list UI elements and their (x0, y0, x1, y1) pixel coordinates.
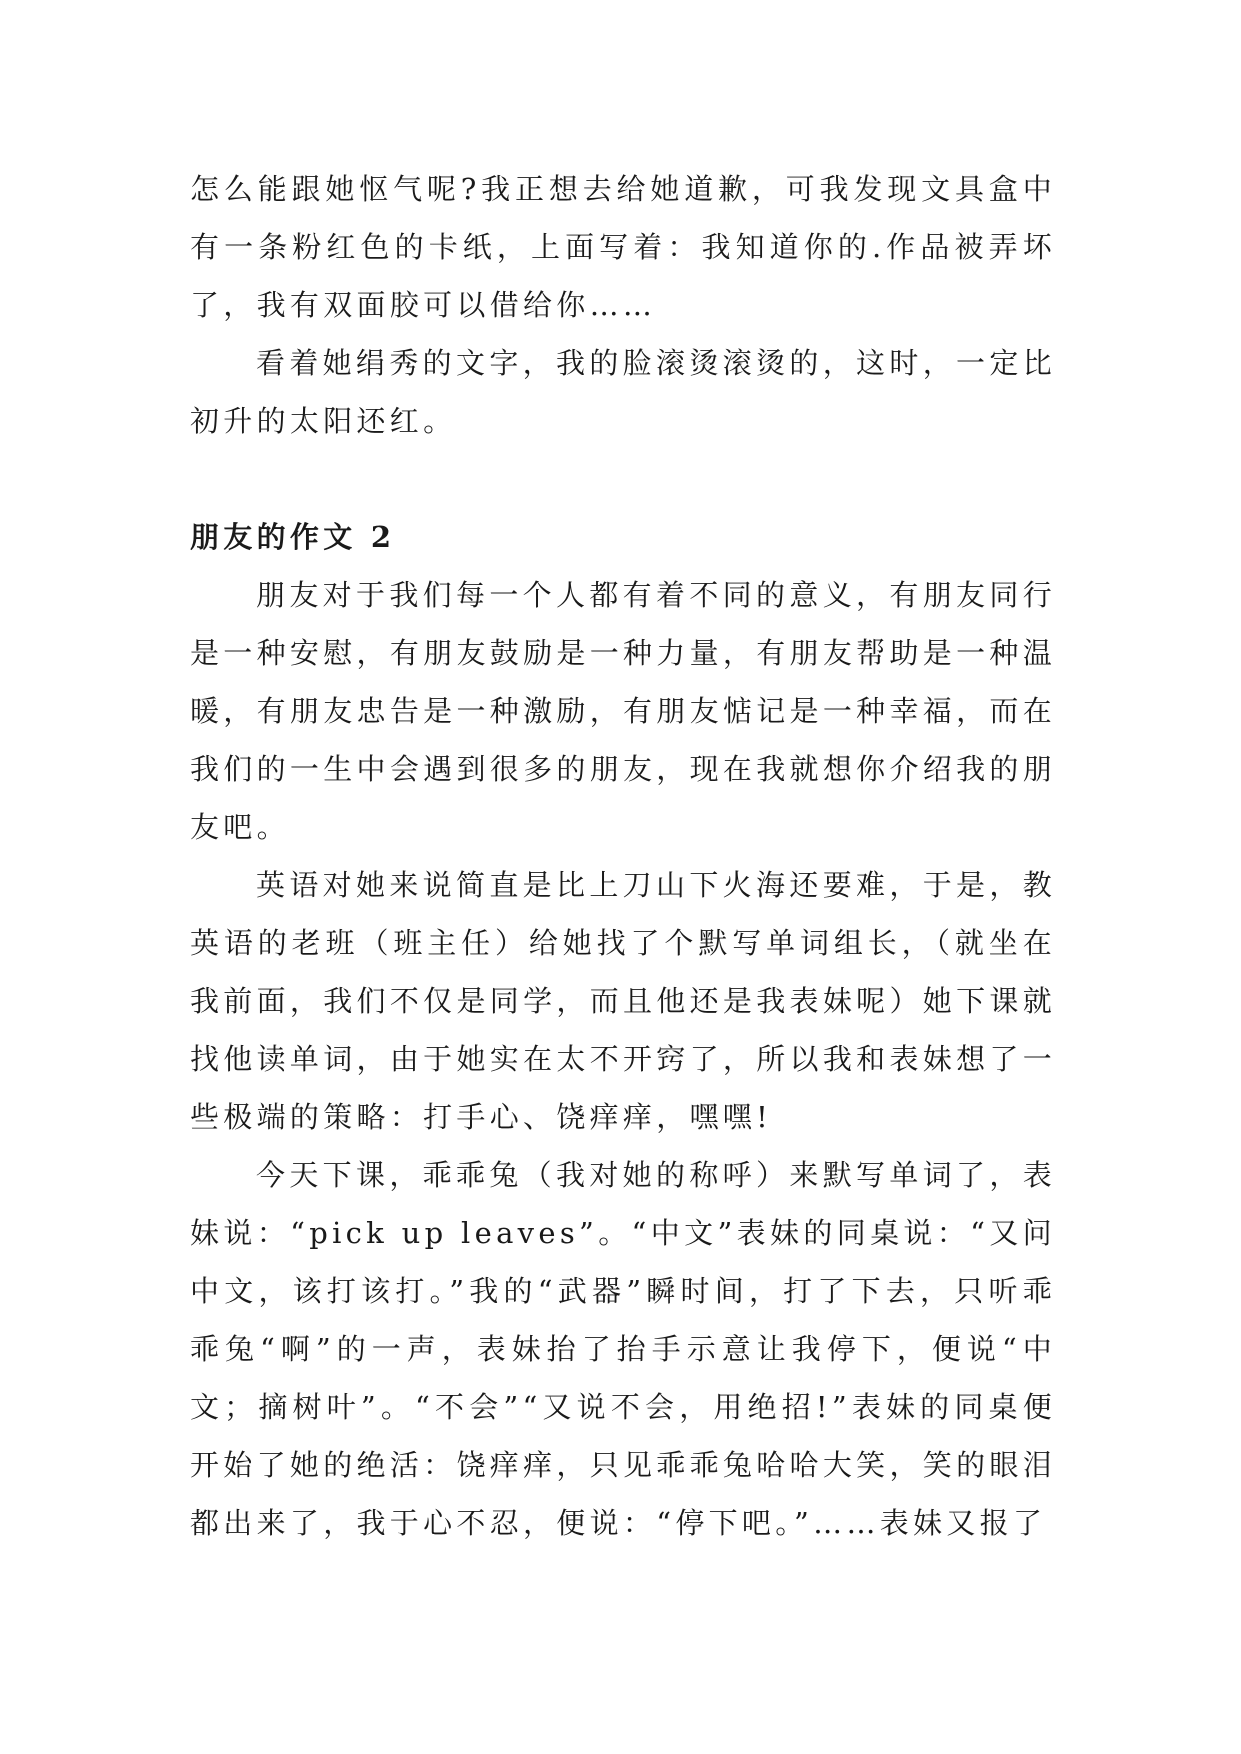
paragraph-continuation: 怎么能跟她怄气呢?我正想去给她道歉，可我发现文具盒中有一条粉红色的卡纸，上面写着：我知道你的.作品被弄坏了，我有双面胶可以借给你…… (190, 172, 1056, 322)
section-title: 朋友的作文 2 (190, 520, 396, 554)
paragraph-story: 今天下课，乖乖兔（我对她的称呼）来默写单词了，表妹说：“pick up leaves”。“中文”表妹的同桌说：“又问中文，该打该打。”我的“武器”瞬时间，打了下去，只听乖乖兔“啊”的一声，表妹抬了抬手示意让我停下，便说“中文；摘树叶”。“不会”“又说不会，用绝招!”表妹的同桌便开始了她的绝活：饶痒痒，只见乖乖兔哈哈大笑，笑的眼泪都出来了，我于心不忍，便说：“停下吧。”……表妹又报了 (190, 1158, 1056, 1540)
paragraph-intro: 朋友对于我们每一个人都有着不同的意义，有朋友同行是一种安慰，有朋友鼓励是一种力量，有朋友帮助是一种温暖，有朋友忠告是一种激励，有朋友惦记是一种幸福，而在我们的一生中会遇到很多的朋友，现在我就想你介绍我的朋友吧。 (190, 578, 1056, 844)
document-body (190, 160, 1056, 1552)
paragraph-english: 英语对她来说简直是比上刀山下火海还要难，于是，教英语的老班（班主任）给她找了个默写单词组长，（就坐在我前面，我们不仅是同学，而且他还是我表妹呢）她下课就找他读单词，由于她实在太不开窍了，所以我和表妹想了一些极端的策略：打手心、饶痒痒，嘿嘿! (190, 868, 1056, 1134)
paragraph-closing: 看着她绢秀的文字，我的脸滚烫滚烫的，这时，一定比初升的太阳还红。 (190, 346, 1056, 438)
